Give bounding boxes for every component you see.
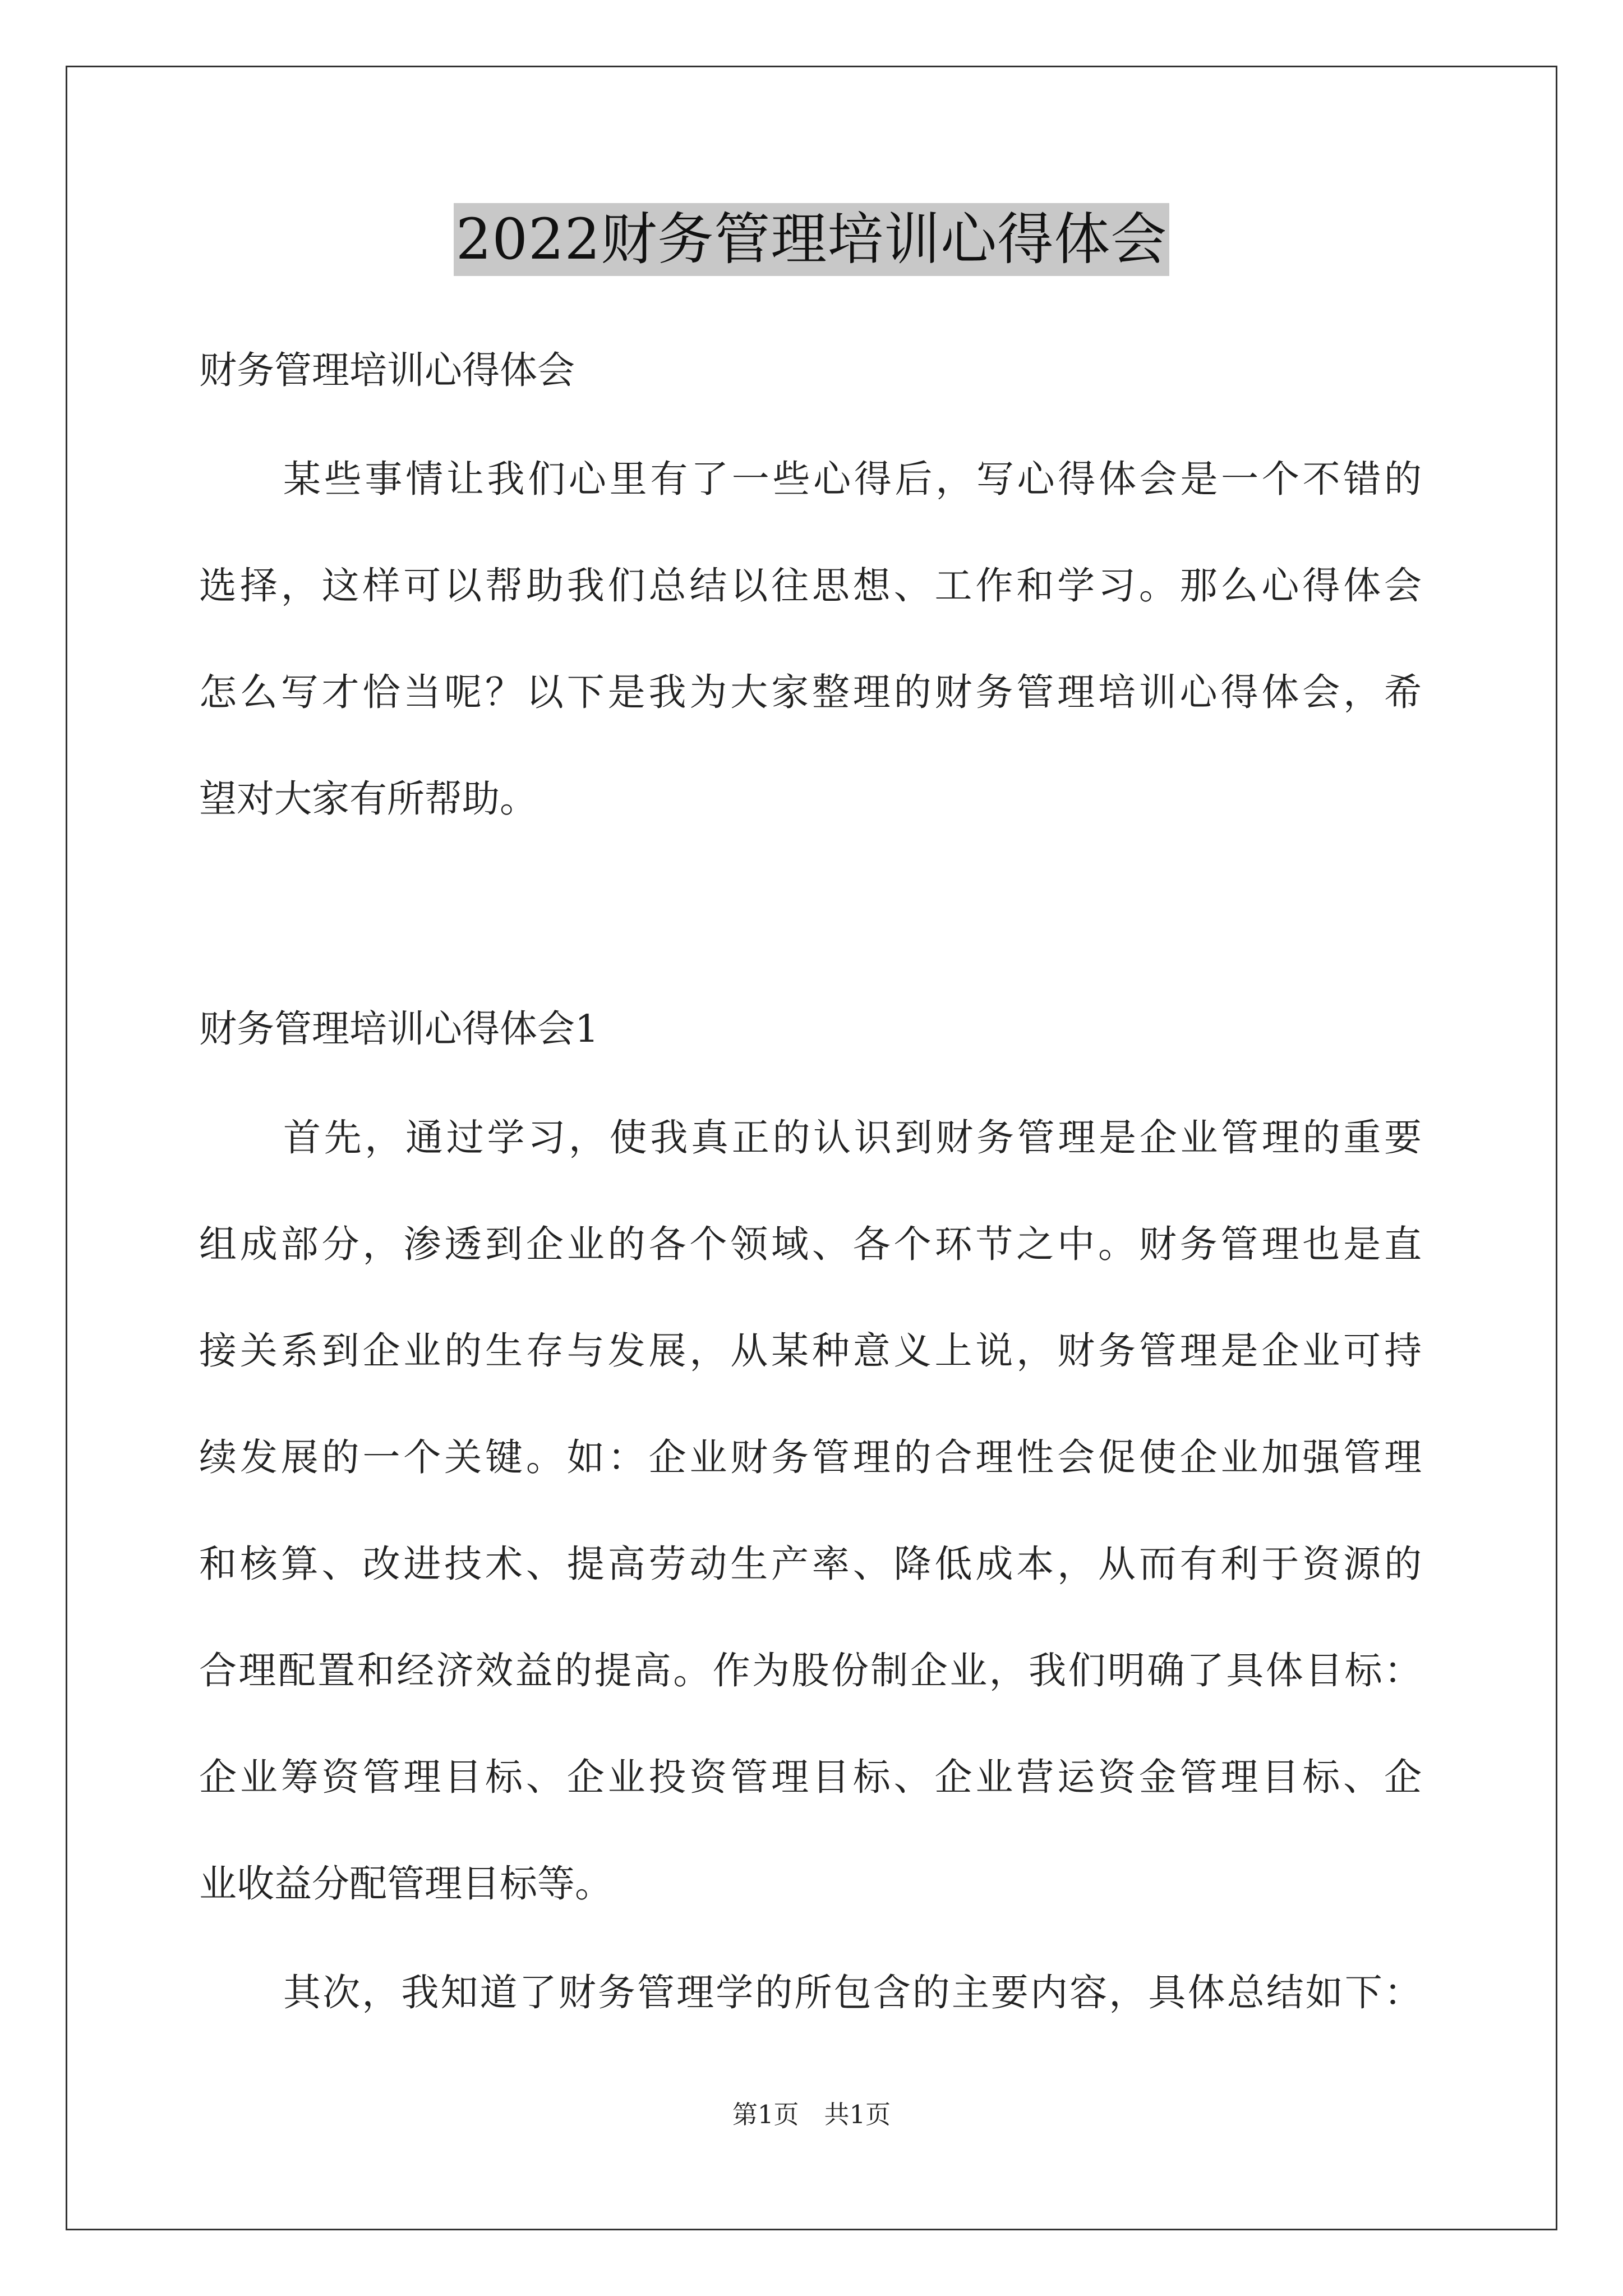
paragraph-line: 望对大家有所帮助。 <box>199 777 537 821</box>
paragraph-line: 组成部分，渗透到企业的各个领域、各个环节之中。财务管理也是直 <box>199 1222 1422 1266</box>
paragraph-line: 和核算、改进技术、提高劳动生产率、降低成本，从而有利于资源的 <box>199 1542 1422 1586</box>
paragraph-line: 其次，我知道了财务管理学的所包含的主要内容，具体总结如下： <box>283 1971 1422 2014</box>
section-1-paragraph <box>199 1111 1422 1911</box>
section-heading-intro: 财务管理培训心得体会 <box>199 348 575 392</box>
paragraph-line: 接关系到企业的生存与发展，从某种意义上说，财务管理是企业可持 <box>199 1329 1422 1373</box>
paragraph-line: 首先，通过学习，使我真正的认识到财务管理是企业管理的重要 <box>283 1116 1422 1159</box>
paragraph-line: 业收益分配管理目标等。 <box>199 1862 612 1906</box>
paragraph-line: 续发展的一个关键。如：企业财务管理的合理性会促使企业加强管理 <box>199 1435 1422 1479</box>
intro-paragraph <box>199 452 1422 826</box>
paragraph-line: 合理配置和经济效益的提高。作为股份制企业，我们明确了具体目标： <box>199 1649 1422 1692</box>
section-heading-1: 财务管理培训心得体会1 <box>199 1007 599 1051</box>
page-footer: 第1页 共1页 <box>732 2100 891 2129</box>
document-body <box>199 343 1422 2019</box>
title-area <box>0 203 1623 276</box>
document-title: 2022财务管理培训心得体会 <box>454 203 1170 276</box>
paragraph-line: 怎么写才恰当呢？以下是我为大家整理的财务管理培训心得体会，希 <box>199 670 1422 714</box>
paragraph-line: 选择，这样可以帮助我们总结以往思想、工作和学习。那么心得体会 <box>199 564 1422 608</box>
paragraph-line: 某些事情让我们心里有了一些心得后，写心得体会是一个不错的 <box>283 457 1422 501</box>
paragraph-line: 企业筹资管理目标、企业投资管理目标、企业营运资金管理目标、企 <box>199 1755 1422 1799</box>
